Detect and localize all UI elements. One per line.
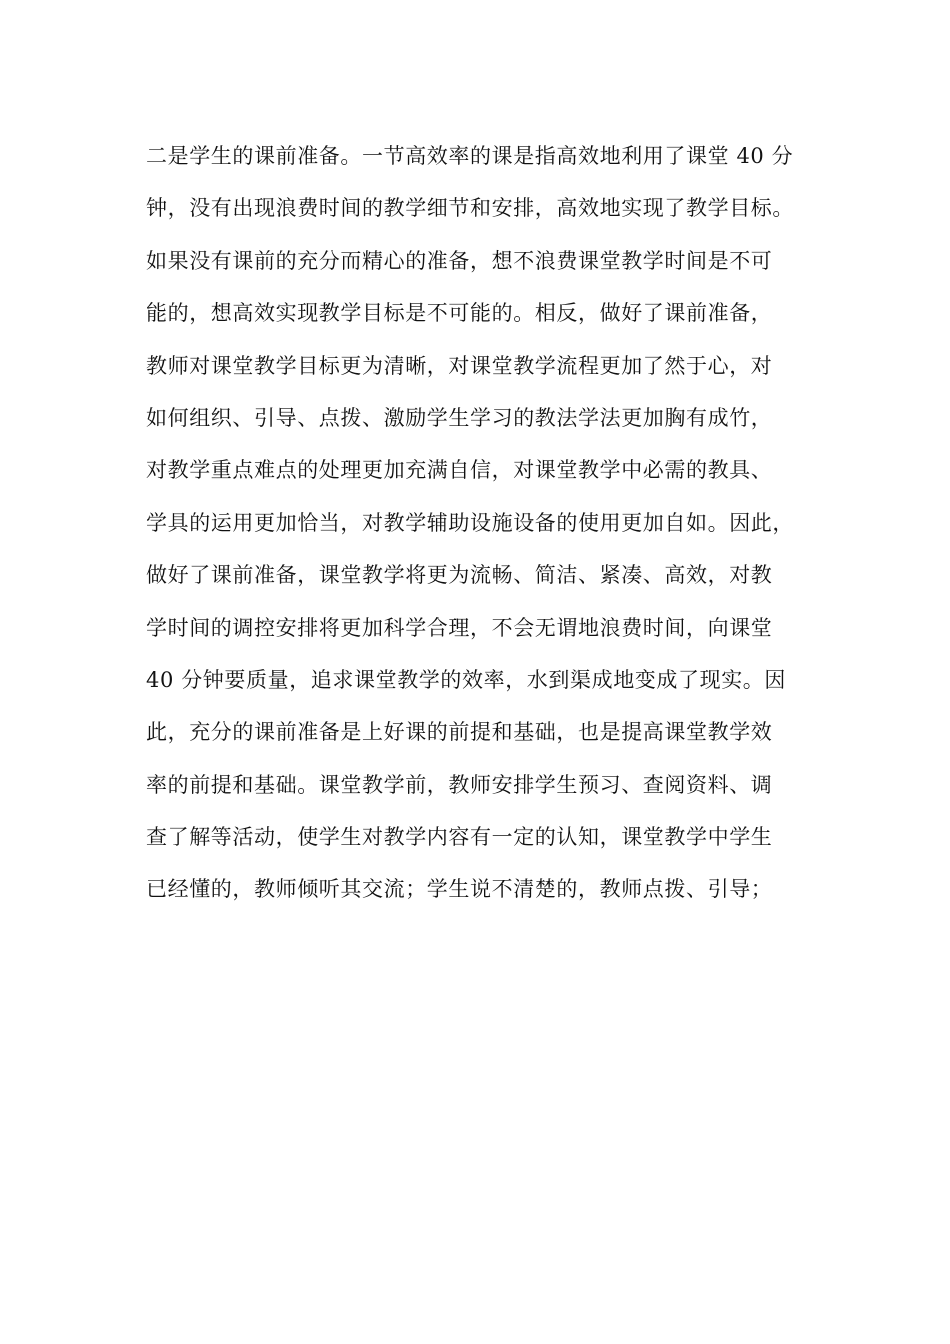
text-line: 学时间的调控安排将更加科学合理，不会无谓地浪费时间，向课堂 — [146, 615, 773, 640]
text-line: 率的前提和基础。课堂教学前，教师安排学生预习、查阅资料、调 — [146, 772, 773, 797]
text-line: 此，充分的课前准备是上好课的前提和基础，也是提高课堂教学效 — [146, 720, 773, 745]
text-line: 学具的运用更加恰当，对教学辅助设施设备的使用更加自如。因此， — [146, 510, 794, 535]
text-line: 对教学重点难点的处理更加充满自信，对课堂教学中必需的教具、 — [146, 458, 773, 483]
text-line: 已经懂的，教师倾听其交流；学生说不清楚的，教师点拨、引导； — [146, 877, 773, 902]
text-line: 做好了课前准备，课堂教学将更为流畅、简洁、紧凑、高效，对教 — [146, 563, 773, 588]
text-line: 如果没有课前的充分而精心的准备，想不浪费课堂教学时间是不可 — [146, 248, 773, 273]
text-line: 40 分钟要质量，追求课堂教学的效率，水到渠成地变成了现实。因 — [146, 667, 786, 692]
text-line: 能的，想高效实现教学目标是不可能的。相反，做好了课前准备， — [146, 301, 773, 326]
body-text — [146, 130, 826, 916]
text-line: 如何组织、引导、点拨、激励学生学习的教法学法更加胸有成竹， — [146, 405, 773, 430]
text-line: 钟，没有出现浪费时间的教学细节和安排，高效地实现了教学目标。 — [146, 196, 794, 221]
text-line: 二是学生的课前准备。一节高效率的课是指高效地利用了课堂 40 分 — [146, 144, 794, 168]
text-line: 查了解等活动，使学生对教学内容有一定的认知，课堂教学中学生 — [146, 825, 773, 850]
text-line: 教师对课堂教学目标更为清晰，对课堂教学流程更加了然于心，对 — [146, 353, 773, 378]
